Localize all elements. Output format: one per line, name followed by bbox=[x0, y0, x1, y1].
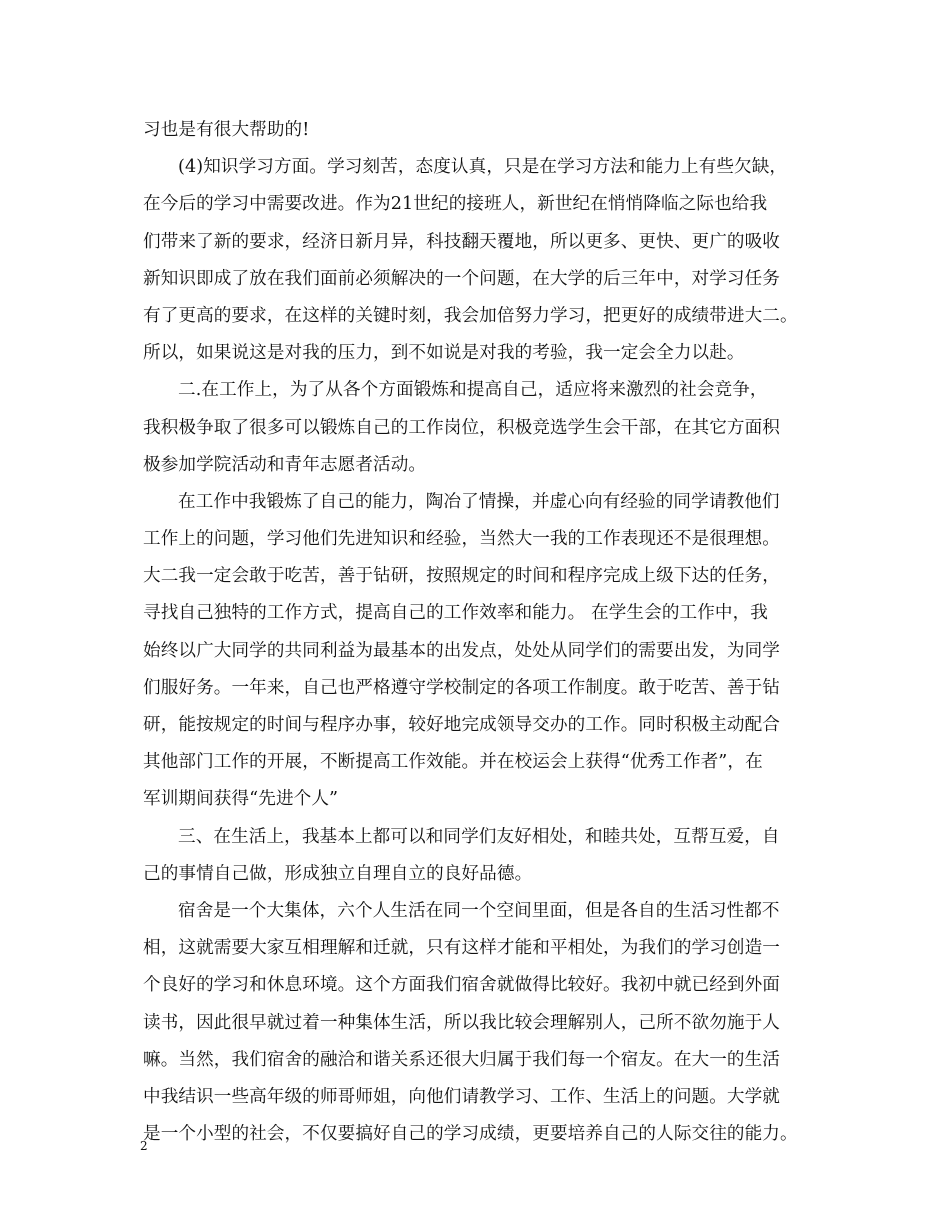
text-line: 始终以广大同学的共同利益为最基本的出发点，处处从同学们的需要出发，为同学 bbox=[143, 640, 780, 661]
text-line: (4)知识学习方面。学习刻苦，态度认真，只是在学习方法和能力上有些欠缺， bbox=[178, 157, 788, 178]
text-line: 己的事情自己做，形成独立自理自立的良好品德。 bbox=[143, 863, 533, 884]
text-line: 所以，如果说这是对我的压力，到不如说是对我的考验，我一定会全力以赴。 bbox=[143, 343, 745, 364]
text-line: 们服好务。一年来，自己也严格遵守学校制定的各项工作制度。敢于吃苦、善于钻 bbox=[143, 677, 780, 698]
text-line: 三、在生活上，我基本上都可以和同学们友好相处，和睦共处，互帮互爱，自 bbox=[178, 826, 780, 847]
text-line: 研，能按规定的时间与程序办事，较好地完成领导交办的工作。同时积极主动配合 bbox=[143, 715, 780, 735]
text-line: 读书，因此很早就过着一种集体生活，所以我比较会理解别人，己所不欲勿施于人 bbox=[143, 1012, 780, 1033]
text-line: 工作上的问题，学习他们先进知识和经验，当然大一我的工作表现还不是很理想。 bbox=[143, 529, 780, 550]
text-line: 我积极争取了很多可以锻炼自己的工作岗位，积极竞选学生会干部，在其它方面积 bbox=[143, 417, 780, 438]
document-body bbox=[143, 112, 813, 1153]
page-number: 2 bbox=[140, 1139, 148, 1153]
text-line: 军训期间获得“先进个人” bbox=[143, 789, 339, 810]
text-line: 二.在工作上，为了从各个方面锻炼和提高自己，适应将来激烈的社会竞争， bbox=[178, 380, 768, 401]
text-line: 个良好的学习和休息环境。这个方面我们宿舍就做得比较好。我初中就已经到外面 bbox=[143, 975, 780, 996]
text-line: 极参加学院活动和青年志愿者活动。 bbox=[143, 454, 427, 475]
text-line: 宿舍是一个大集体，六个人生活在同一个空间里面，但是各自的生活习性都不 bbox=[178, 900, 780, 921]
text-line: 习也是有很大帮助的! bbox=[143, 120, 310, 140]
text-line: 大二我一定会敢于吃苦，善于钻研，按照规定的时间和程序完成上级下达的任务， bbox=[143, 566, 780, 587]
text-line: 是一个小型的社会，不仅要搞好自己的学习成绩，更要培养自己的人际交往的能力。 bbox=[143, 1124, 798, 1145]
text-line: 新知识即成了放在我们面前必须解决的一个问题，在大学的后三年中，对学习任务 bbox=[143, 268, 780, 289]
text-line: 嘛。当然，我们宿舍的融洽和谐关系还很大归属于我们每一个宿友。在大一的生活 bbox=[143, 1049, 780, 1070]
text-line: 在今后的学习中需要改进。作为21世纪的接班人，新世纪在悄悄降临之际也给我 bbox=[143, 194, 768, 215]
text-line: 有了更高的要求，在这样的关键时刻，我会加倍努力学习，把更好的成绩带进大二。 bbox=[143, 305, 798, 326]
text-line: 相，这就需要大家互相理解和迁就，只有这样才能和平相处，为我们的学习创造一 bbox=[143, 938, 780, 959]
text-line: 在工作中我锻炼了自己的能力，陶冶了情操，并虚心向有经验的同学请教他们 bbox=[178, 491, 780, 512]
text-line: 寻找自己独特的工作方式，提高自己的工作效率和能力。 在学生会的工作中，我 bbox=[143, 603, 768, 624]
text-line: 们带来了新的要求，经济日新月异，科技翻天覆地，所以更多、更快、更广的吸收 bbox=[143, 231, 780, 252]
text-line: 其他部门工作的开展，不断提高工作效能。并在校运会上获得“优秀工作者”，在 bbox=[143, 752, 763, 773]
text-line: 中我结识一些高年级的师哥师姐，向他们请教学习、工作、生活上的问题。大学就 bbox=[143, 1086, 780, 1107]
